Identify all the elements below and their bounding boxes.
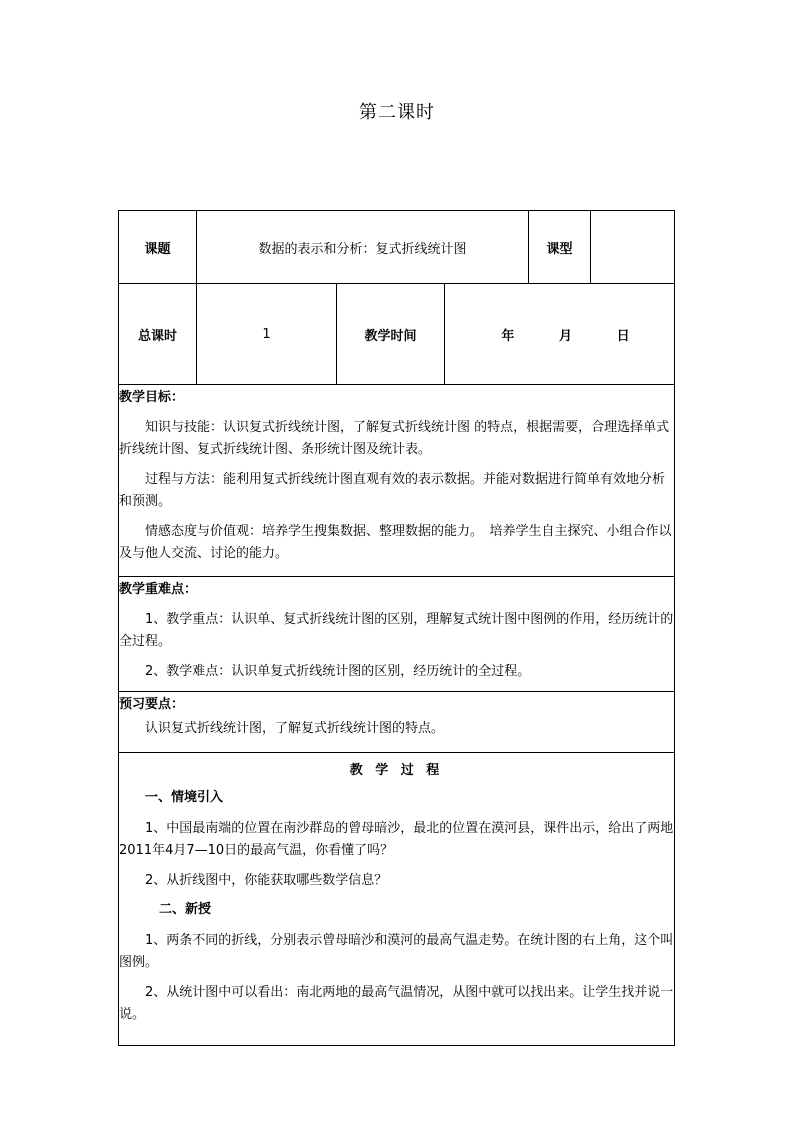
objectives-heading: 教学目标： (119, 390, 185, 405)
day-label: 日 (616, 328, 630, 344)
step1-item: 1、中国最南端的位置在南沙群岛的曾母暗沙，最北的位置在漠河县，课件出示，给出了两地2011年4月7—10日的最高气温，你看懂了吗？ (119, 821, 674, 858)
step2-item: 1、两条不同的折线，分别表示曾母暗沙和漠河的最高气温走势。在统计图的右上角，这个叫图例。 (119, 933, 674, 970)
step2-heading: 二、新授 (159, 902, 212, 917)
page-title: 第二课时 (359, 102, 435, 123)
hours-row (119, 284, 675, 385)
teaching-time-label: 教学时间 (337, 284, 445, 385)
preview-item: 认识复式折线统计图，了解复式折线统计图的特点。 (145, 721, 445, 736)
key-point-item: 2、教学难点：认识单复式折线统计图的区别，经历统计的全过程。 (145, 664, 531, 679)
preview-heading: 预习要点： (119, 697, 185, 712)
key-points-heading: 教学重难点： (119, 582, 198, 597)
topic-label: 课题 (119, 211, 197, 284)
key-points-row (119, 577, 675, 692)
month-label: 月 (558, 328, 572, 344)
year-label: 年 (501, 328, 515, 344)
step2-item: 2、从统计图中可以看出：南北两地的最高气温情况，从图中就可以找出来。让学生找并说一说。 (119, 985, 674, 1022)
key-point-item: 1、教学重点：认识单、复式折线统计图的区别，理解复式统计图中图例的作用，经历统计的全过程。 (119, 612, 674, 649)
process-heading: 教 学 过 程 (349, 763, 444, 778)
total-hours-value: 1 (197, 284, 337, 385)
type-label: 课型 (529, 211, 591, 284)
type-value (591, 211, 675, 284)
step1-item: 2、从折线图中，你能获取哪些数学信息？ (145, 873, 388, 888)
step1-heading: 一、情境引入 (145, 790, 224, 805)
objective-item: 知识与技能：认识复式折线统计图，了解复式折线统计图 的特点，根据需要，合理选择单式折线统计图、复式折线统计图、条形统计图及统计表。 (119, 420, 670, 457)
teaching-time-value (445, 284, 675, 385)
preview-row (119, 692, 675, 753)
lesson-plan-table (118, 210, 675, 1046)
topic-row (119, 211, 675, 284)
objective-item: 过程与方法：能利用复式折线统计图直观有效的表示数据。并能对数据进行简单有效地分析和预测。 (119, 472, 666, 509)
topic-value: 数据的表示和分析：复式折线统计图 (197, 211, 529, 284)
process-row (119, 753, 675, 1046)
objective-item: 情感态度与价值观：培养学生搜集数据、整理数据的能力。 培养学生自主探究、小组合作以及与他人交流、讨论的能力。 (119, 524, 672, 561)
total-hours-label: 总课时 (119, 284, 197, 385)
objectives-row (119, 385, 675, 577)
